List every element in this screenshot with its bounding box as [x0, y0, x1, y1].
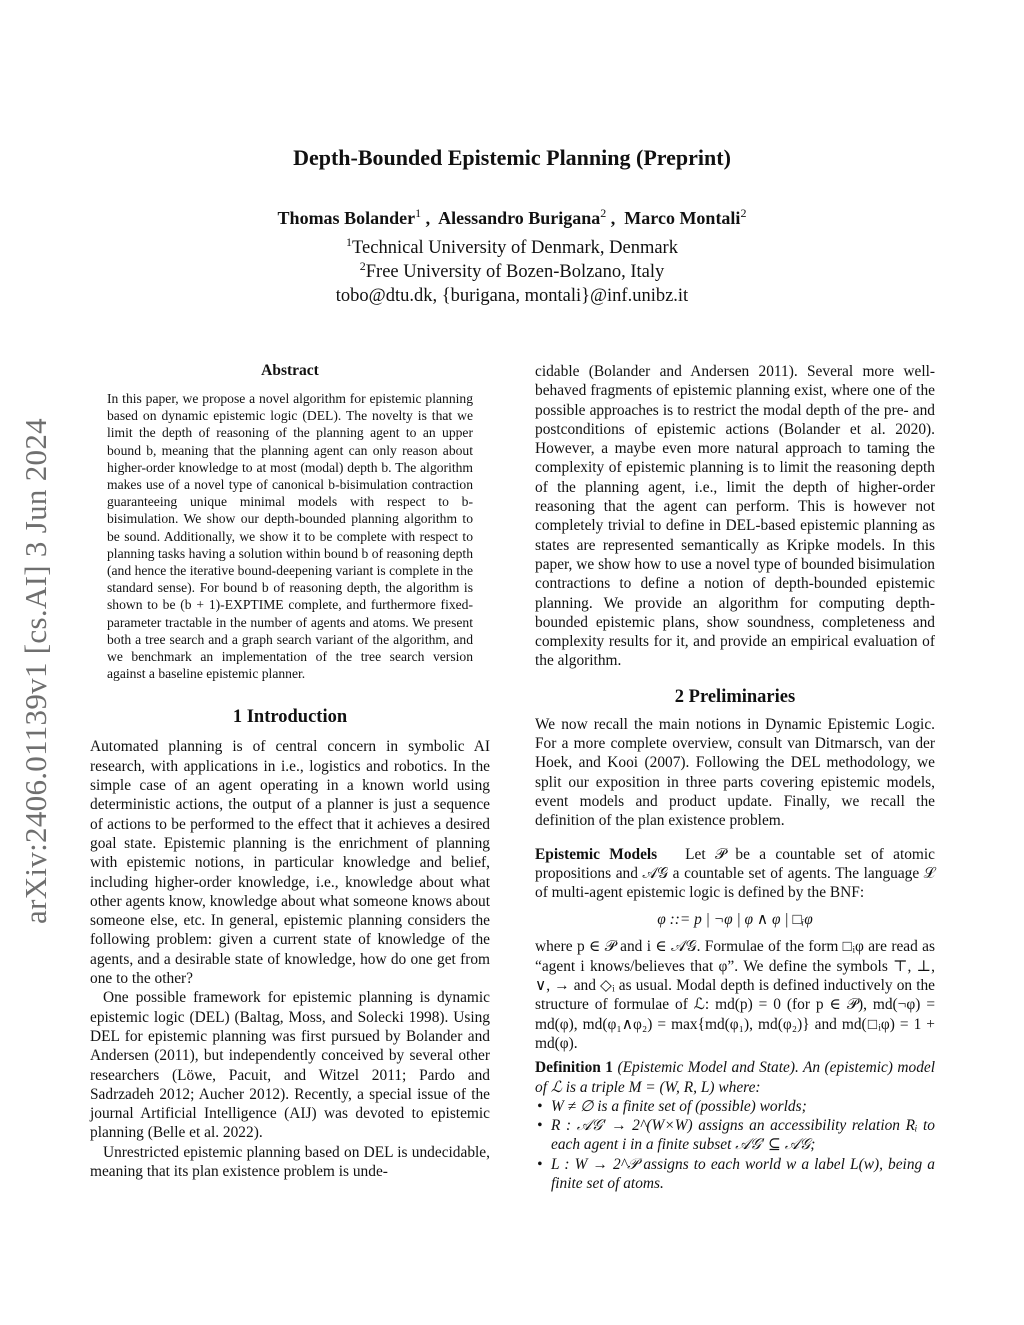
affiliation-line: $^1$Technical University of Denmark, Denmark: [346, 235, 678, 259]
definition-heading: Definition 1: [535, 1059, 613, 1077]
paragraph-heading: Epistemic Models: [535, 845, 658, 863]
author-emails: tobo@dtu.dk, {burigana, montali}@inf.unibz.it: [335, 286, 689, 306]
list-item: • R : 𝒜𝒢′ → 2^(W×W) assigns an accessibility relation Rᵢ to each agent i in a finite subset 𝒜𝒢′ ⊆ 𝒜𝒢;: [535, 1116, 935, 1155]
author-list: Thomas Bolander$^1$ , Alessandro Burigana$^2$ , Marco Montali$^2$: [277, 206, 747, 228]
author-name: Thomas Bolander: [277, 208, 416, 228]
intro-paragraph: Unrestricted epistemic planning based on DEL is undecidable, meaning that its plan existence problem is unde-: [90, 1143, 490, 1180]
right-column: [535, 362, 935, 1193]
arxiv-stamp: arXiv:2406.01139v1 [cs.AI] 3 Jun 2024: [18, 418, 54, 924]
bnf-grammar: φ ::= p | ¬φ | φ ∧ φ | □ᵢφ: [657, 911, 813, 929]
list-item: • W ≠ ∅ is a finite set of (possible) worlds;: [535, 1097, 935, 1116]
section-heading-introduction: 1 Introduction: [232, 707, 348, 728]
prelim-paragraph: We now recall the main notions in Dynamic Epistemic Logic. For a more complete overview, consult van Ditmarsch, van der Hoek, and Kooi (2007). Following the DEL methodology, we split our exposition in three parts covering epistemic models, event models and product update. Finally, we recall the definition of the plan existence problem.: [535, 715, 935, 830]
list-item: • L : W → 2^𝒫 assigns to each world w a label L(w), being a finite set of atoms.: [535, 1155, 935, 1194]
abstract-heading: Abstract: [261, 362, 319, 379]
author-name: Marco Montali: [624, 208, 741, 228]
intro-continuation: cidable (Bolander and Andersen 2011). Several more well-behaved fragments of epistemic planning exist, where one of the possible approaches is to restrict the modal depth of the pre- and postconditions of epistemic actions (Bolander et al. 2020). However, a maybe even more natural approach to taming the complexity of epistemic planning is to limit the reasoning depth of the planning agent, i.e., limit the depth of higher-order reasoning that the agent can perform. This is however not completely trivial to define in DEL-based epistemic planning as states are represented semantically as Kripke models. In this paper, we show how to use a novel type of bounded bisimulation contractions to define a notion of depth-bounded epistemic planning. We provide an algorithm for computing depth-bounded epistemic plans, show soundness, completeness and complexity results for it, and provide an empirical evaluation of the algorithm.: [535, 363, 935, 670]
left-column: [90, 362, 490, 1181]
intro-paragraph: One possible framework for epistemic planning is dynamic epistemic logic (DEL) (Baltag, Moss, and Solecki 1998). Using DEL for epistemic planning was first pursued by Bolander and Andersen (2011), but independently conceived by several other researchers (Löwe, Pacuit, and Witzel 2011; Pardo and Sadrzadeh 2012; Aucher 2012). Recently, a special issue of the journal Artificial Intelligence (AIJ) was devoted to epistemic planning (Belle et al. 2022).: [90, 989, 490, 1142]
abstract-text: In this paper, we propose a novel algorithm for epistemic planning based on dynamic epistemic logic (DEL). The novelty is that we limit the depth of reasoning of the planning agent to an upper bound b, meaning that the planning agent can only reason about higher-order knowledge to at most (modal) depth b. The algorithm makes use of a novel type of canonical b-bisimulation contraction guaranteeing unique minimal models with respect to b-bisimulation. We show our depth-bounded planning algorithm to be sound. Additionally, we show it to be complete with respect to planning tasks having a solution within bound b of reasoning depth (and hence the iterative bound-deepening variant is complete in the standard sense). For bound b of reasoning depth, the algorithm is shown to be (b + 1)-EXPTIME complete, and furthermore fixed-parameter tractable in the number of agents and atoms. We present both a tree search and a graph search variant of the algorithm, and we benchmark an implementation of the tree search version against a baseline epistemic planner.: [107, 391, 473, 682]
epistemic-models-paragraph: Epistemic Models Let 𝒫 be a countable set of atomic propositions and 𝒜𝒢 a countable set of agents. The language ℒ of multi-agent epistemic logic is defined by the BNF:: [535, 845, 935, 902]
affiliation-line: $^2$Free University of Bozen-Bolzano, Italy: [359, 259, 665, 283]
definition-list: [535, 1097, 935, 1193]
intro-paragraph: Automated planning is of central concern in symbolic AI research, with applications in i.e., logistics and robotics. In the simple case of an agent operating in a known world using deterministic actions, the output of a planner is just a sequence of actions to be performed to the effect that it achieves a desired goal state. Epistemic planning is the enrichment of planning with epistemic notions, in particular knowledge and belief, including higher-order knowledge, i.e., knowledge about what other agents know, knowledge about what someone knows about someone else, etc. In general, epistemic planning considers the following problem: given a current state of knowledge of the agents, and a desirable state of knowledge, how do one get from one to the other?: [90, 738, 490, 988]
definition-1: Definition 1 (Epistemic Model and State). An (epistemic) model of ℒ is a triple M = (W, R, L) where:: [535, 1059, 935, 1096]
affiliation-mark: 2: [600, 206, 607, 220]
paper-title: Depth-Bounded Epistemic Planning (Preprint): [293, 145, 731, 170]
author-name: Alessandro Burigana: [438, 208, 601, 228]
modal-depth-paragraph: where p ∈ 𝒫 and i ∈ 𝒜𝒢. Formulae of the form □ᵢφ are read as “agent i knows/believes that φ”. We define the symbols ⊤, ⊥, ∨, → and ◇ᵢ as usual. Modal depth is defined inductively on the structure of formulae of ℒ: md(p) = 0 (for p ∈ 𝒫), md(¬φ) = md(φ), md(φ₁∧φ₂) = max{md(φ₁), md(φ₂)} and md(□ᵢφ) = 1 + md(φ).: [535, 938, 935, 1052]
affiliation-mark: 1: [415, 206, 422, 220]
affiliation-mark: 2: [740, 206, 747, 220]
section-heading-preliminaries: 2 Preliminaries: [674, 686, 796, 707]
